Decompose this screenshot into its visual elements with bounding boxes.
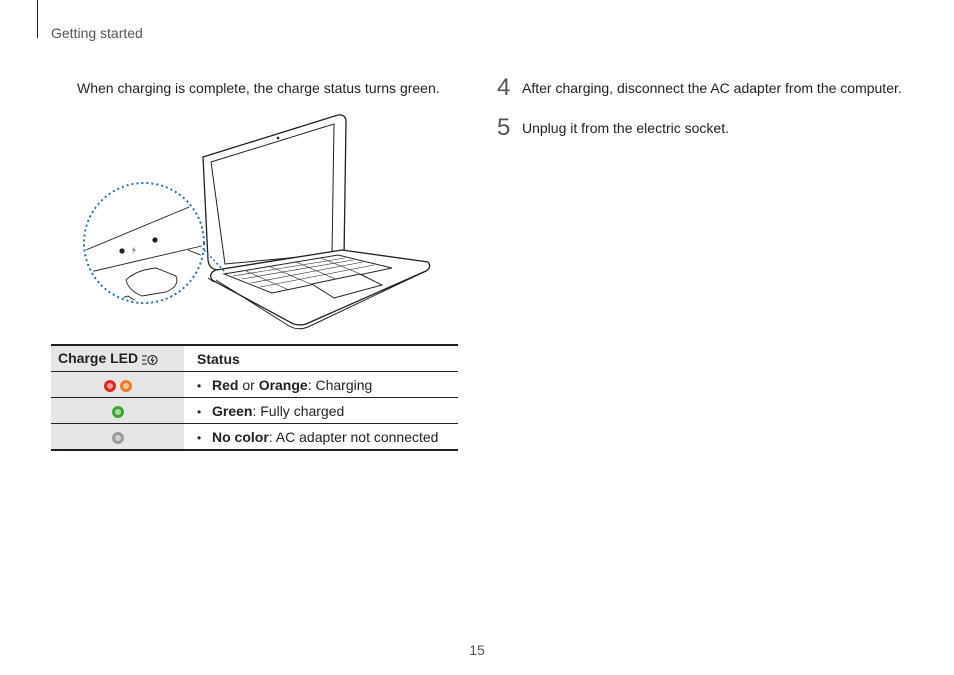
led-indicator-cell bbox=[51, 372, 184, 398]
header-rule bbox=[37, 0, 38, 38]
charge-led-icon bbox=[141, 353, 159, 367]
charge-led-table bbox=[51, 344, 458, 451]
status-cell bbox=[184, 372, 458, 398]
status-text: : Charging bbox=[307, 376, 373, 393]
status-cell bbox=[184, 398, 458, 424]
status-text: : Fully charged bbox=[252, 402, 345, 419]
laptop-illustration bbox=[76, 110, 436, 330]
page-number: 15 bbox=[469, 642, 485, 658]
header-charge-led: Charge LED bbox=[51, 345, 184, 372]
table-row bbox=[51, 372, 458, 398]
step-text: After charging, disconnect the AC adapter from the computer. bbox=[522, 80, 902, 96]
step-number: 5 bbox=[497, 114, 511, 141]
status-text: Orange bbox=[258, 376, 308, 393]
status-text: Green bbox=[212, 402, 253, 419]
table-row bbox=[51, 398, 458, 424]
step-text: Unplug it from the electric socket. bbox=[522, 120, 729, 136]
bullet-icon: • bbox=[197, 404, 202, 419]
intro-text: When charging is complete, the charge status turns green. bbox=[77, 80, 440, 96]
status-cell bbox=[184, 424, 458, 451]
header-status: Status bbox=[197, 350, 240, 367]
led-indicator-cell bbox=[51, 424, 184, 451]
svg-text:⚡: ⚡ bbox=[129, 245, 139, 256]
led-dot-icon bbox=[120, 380, 132, 392]
table-header-row bbox=[51, 345, 458, 372]
step-number: 4 bbox=[497, 74, 511, 101]
section-title: Getting started bbox=[51, 25, 143, 41]
led-dot-icon bbox=[112, 406, 124, 418]
table-row bbox=[51, 424, 458, 451]
status-text: No color bbox=[212, 428, 269, 445]
led-indicator-cell bbox=[51, 398, 184, 424]
status-text: : AC adapter not connected bbox=[268, 428, 439, 445]
bullet-icon: • bbox=[197, 430, 202, 445]
led-dot-icon bbox=[112, 432, 124, 444]
bullet-icon: • bbox=[197, 378, 202, 393]
status-text: Red bbox=[212, 376, 239, 393]
led-dot-icon bbox=[104, 380, 116, 392]
status-text: or bbox=[238, 376, 259, 393]
